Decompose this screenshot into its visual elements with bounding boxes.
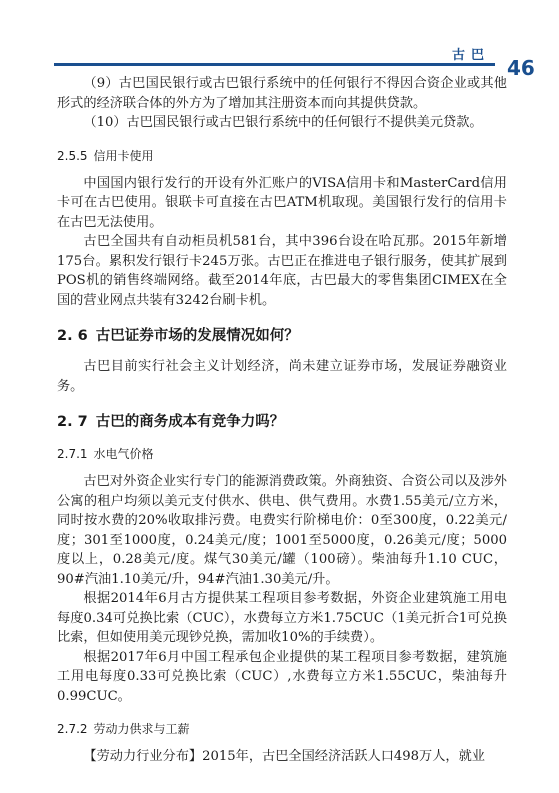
page-number: 46 <box>507 56 535 80</box>
section-title: 信用卡使用 <box>93 148 154 163</box>
header-rule <box>54 63 495 66</box>
paragraph-securities: 古巴目前实行社会主义计划经济，尚未建立证券市场，发展证券融资业务。 <box>57 359 507 394</box>
section-heading-2-7-1 <box>57 445 507 462</box>
section-heading-2-6 <box>57 324 507 345</box>
paragraph-utility-1: 古巴对外资企业实行专门的能源消费政策。外商独资、合资公司以及涉外公寓的租户均须以美元支付供水、供电、供气费用。水费1.55美元/立方米，同时按水费的20%收取排污费。电费实行阶梯电价：0至300度，0.22美元/度；301至1000度，0.24美元/度；1001至5000度，0.26美元/度；5000度以上，0.28美元/度。煤气30美元/罐（100磅）。柴油每升1.10 CUC，90#汽油1.10美元/升，94#汽油1.30美元/升。 <box>57 474 507 587</box>
section-number: 2.5.5 <box>57 148 88 163</box>
paragraph-utility-3: 根据2017年6月中国工程承包企业提供的某工程项目参考数据，建筑施工用电每度0.33可兑换比索（CUC）,水费每立方米1.55CUC，柴油每升0.99CUC。 <box>57 649 507 704</box>
section-heading-2-7 <box>57 410 507 431</box>
paragraph-rule-9: （9）古巴国民银行或古巴银行系统中的任何银行不得因合资企业或其他形式的经济联合体的外方为了增加其注册资本而向其提供贷款。 <box>57 76 507 111</box>
labor-text: 2015年，古巴全国经济活跃人口498万人，就业 <box>202 749 485 764</box>
section-heading-2-5-5 <box>57 147 507 164</box>
paragraph-rule-10: （10）古巴国民银行或古巴银行系统中的任何银行不提供美元贷款。 <box>83 115 483 130</box>
running-header-title: 古巴 <box>452 48 491 63</box>
section-title: 古巴的商务成本有竞争力吗？ <box>95 414 285 430</box>
section-number: 2. 6 <box>57 328 88 344</box>
section-number: 2.7.2 <box>57 722 88 736</box>
section-title: 水电气价格 <box>93 447 154 461</box>
labor-tag: 【劳动力行业分布】 <box>83 749 203 764</box>
paragraph-credit-card-1: 中国国内银行发行的开设有外汇账户的VISA信用卡和MasterCard信用卡可在古巴使用。银联卡可直接在古巴ATM机取现。美国银行发行的信用卡在古巴无法使用。 <box>57 175 507 230</box>
paragraph-utility-2: 根据2014年6月古方提供某工程项目参考数据，外资企业建筑施工用电每度0.34可兑换比索（CUC），水费每立方米1.75CUC（1美元折合1可兑换比索，但如使用美元现钞兑换，需加收10%的手续费）。 <box>57 591 507 645</box>
section-number: 2. 7 <box>57 414 88 430</box>
page-body <box>57 74 507 767</box>
section-heading-2-7-2 <box>57 720 507 737</box>
paragraph-credit-card-2: 古巴全国共有自动柜员机581台，其中396台设在哈瓦那。2015年新增175台。累积发行银行卡245万张。古巴正在推进电子银行服务，使其扩展到POS机的销售终端网络。截至2014年底，古巴最大的零售集团CIMEX在全国的营业网点共装有3242台刷卡机。 <box>57 234 507 308</box>
section-title: 劳动力供求与工薪 <box>93 722 190 736</box>
paragraph-labor <box>57 747 507 767</box>
section-title: 古巴证券市场的发展情况如何？ <box>95 328 299 344</box>
section-number: 2.7.1 <box>57 447 88 461</box>
